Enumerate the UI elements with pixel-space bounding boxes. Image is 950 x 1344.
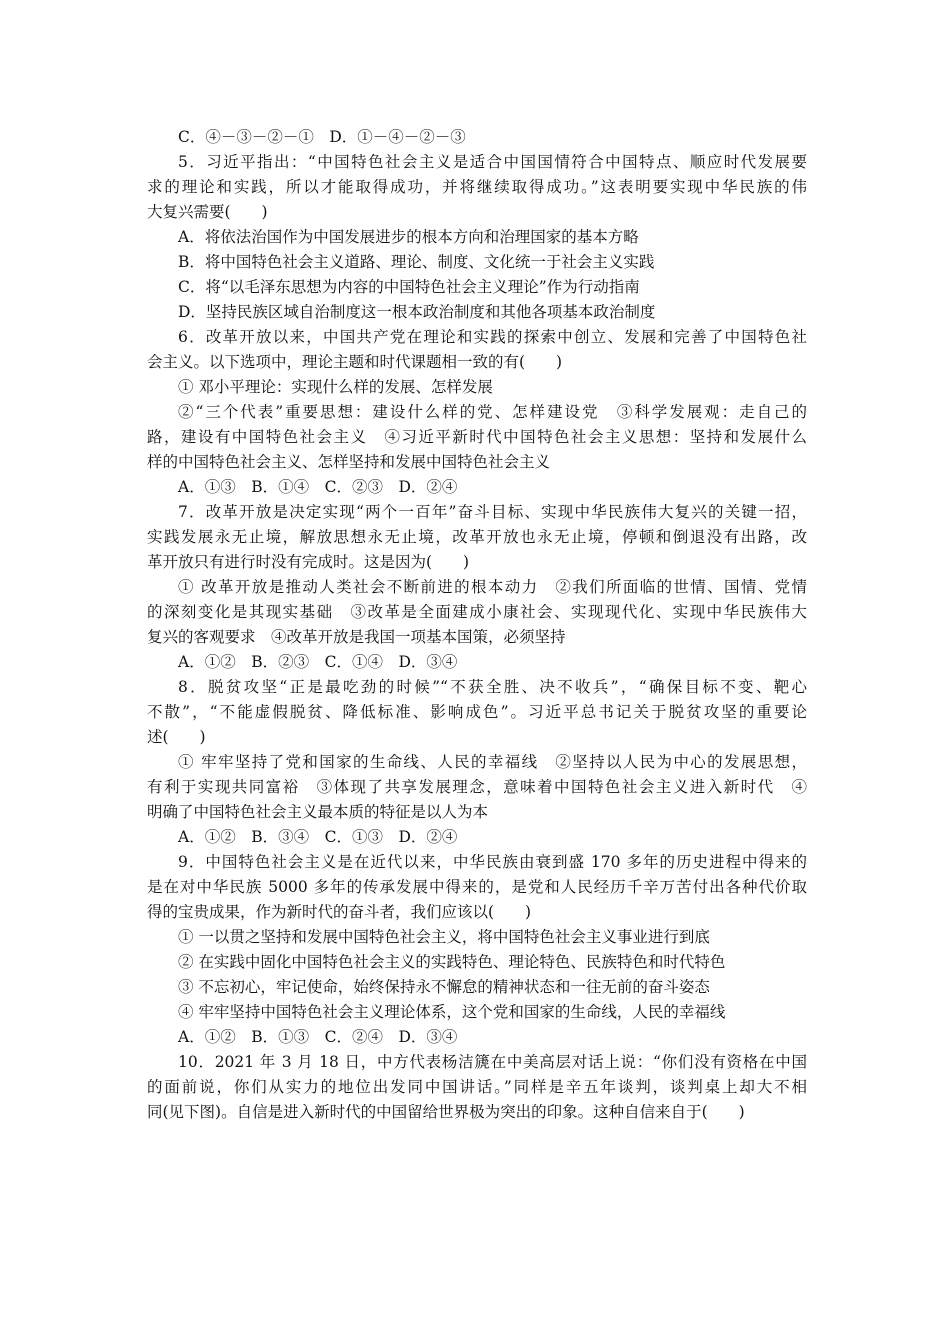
q7-stem-line-1: 7．改革开放是决定实现“两个一百年”奋斗目标、实现中华民族伟大复兴的关键一招， [178,503,807,521]
q10-stem-line-3: 同(见下图)。自信是进入新时代的中国留给世界极为突出的印象。这种自信来自于( ) [147,1103,745,1121]
q5-stem-line-2: 求的理论和实践，所以才能取得成功，并将继续取得成功。”这表明要实现中华民族的伟 [147,178,807,196]
q7-items-line-1: ① 改革开放是推动人类社会不断前进的根本动力 ②我们所面临的世情、国情、党情 [178,578,807,596]
q9-stem-line-2: 是在对中华民族 5000 多年的传承发展中得来的，是党和人民经历千辛万苦付出各种代价取 [147,878,807,896]
q6-items-line-3: 样的中国特色社会主义、怎样坚持和发展中国特色社会主义 [147,453,551,471]
q6-stem-line-2: 会主义。以下选项中，理论主题和时代课题相一致的有( ) [147,353,563,371]
q8-stem-line-1: 8．脱贫攻坚“正是最吃劲的时候”“不获全胜、决不收兵”，“确保目标不变、靶心 [178,678,807,696]
q10-stem-line-1: 10．2021 年 3 月 18 日，中方代表杨洁篪在中美高层对话上说：“你们没有资格在中国 [178,1053,807,1071]
q6-items-line-2: 路，建设有中国特色社会主义 ④习近平新时代中国特色社会主义思想：坚持和发展什么 [147,428,807,446]
q8-items-line-3: 明确了中国特色社会主义最本质的特征是以人为本 [147,803,489,821]
document-page [147,125,807,1125]
q6-stem-line-1: 6．改革开放以来，中国共产党在理论和实践的探索中创立、发展和完善了中国特色社 [178,328,807,346]
q8-stem-line-3: 述( ) [147,728,206,746]
q7-stem-line-2: 实践发展永无止境，解放思想永无止境，改革开放也永无止境，停顿和倒退没有出路，改 [147,528,807,546]
q7-items-line-2: 的深刻变化是其现实基础 ③改革是全面建成小康社会、实现现代化、实现中华民族伟大 [147,603,807,621]
q10-stem-line-2: 的面前说，你们从实力的地位出发同中国讲话。”同样是辛五年谈判，谈判桌上却大不相 [147,1078,807,1096]
q5-option-d: D．坚持民族区域自治制度这一根本政治制度和其他各项基本政治制度 [178,303,656,321]
q9-item-3: ③ 不忘初心，牢记使命，始终保持永不懈怠的精神状态和一往无前的奋斗姿态 [178,978,710,996]
q8-items-line-1: ① 牢牢坚持了党和国家的生命线、人民的幸福线 ②坚持以人民为中心的发展思想， [178,753,807,771]
q7-stem-line-3: 革开放只有进行时没有完成时。这是因为( ) [147,553,470,571]
q7-items-line-3: 复兴的客观要求 ④改革开放是我国一项基本国策，必须坚持 [147,628,566,646]
q6-item-1: ① 邓小平理论：实现什么样的发展、怎样发展 [178,378,493,396]
q8-options: A．①② B．③④ C．①③ D．②④ [178,828,458,846]
q9-stem-line-1: 9．中国特色社会主义是在近代以来，中华民族由衰到盛 170 多年的历史进程中得来的 [178,853,807,871]
q6-items-line-1: ②“三个代表”重要思想：建设什么样的党、怎样建设党 ③科学发展观：走自己的 [178,403,807,421]
q5-stem-line-3: 大复兴需要( ) [147,203,268,221]
q9-item-2: ② 在实践中固化中国特色社会主义的实践特色、理论特色、民族特色和时代特色 [178,953,726,971]
q7-options: A．①② B．②③ C．①④ D．③④ [178,653,458,671]
q9-stem-line-3: 得的宝贵成果，作为新时代的奋斗者，我们应该以( ) [147,903,532,921]
q8-items-line-2: 有利于实现共同富裕 ③体现了共享发展理念，意味着中国特色社会主义进入新时代 ④ [147,778,807,796]
q9-item-1: ① 一以贯之坚持和发展中国特色社会主义，将中国特色社会主义事业进行到底 [178,928,710,946]
q9-item-4: ④ 牢牢坚持中国特色社会主义理论体系，这个党和国家的生命线，人民的幸福线 [178,1003,726,1021]
q4-options-cd: C．④－③－②－① D．①－④－②－③ [178,128,466,146]
q5-stem-line-1: 5．习近平指出：“中国特色社会主义是适合中国国情符合中国特点、顺应时代发展要 [178,153,807,171]
q5-option-c: C．将“以毛泽东思想为内容的中国特色社会主义理论”作为行动指南 [178,278,640,296]
q9-options: A．①② B．①③ C．②④ D．③④ [178,1028,458,1046]
q5-option-b: B．将中国特色社会主义道路、理论、制度、文化统一于社会主义实践 [178,253,655,271]
q5-option-a: A．将依法治国作为中国发展进步的根本方向和治理国家的基本方略 [178,228,639,246]
q8-stem-line-2: 不散”，“不能虚假脱贫、降低标准、影响成色”。习近平总书记关于脱贫攻坚的重要论 [147,703,807,721]
q6-options: A．①③ B．①④ C．②③ D．②④ [178,478,458,496]
